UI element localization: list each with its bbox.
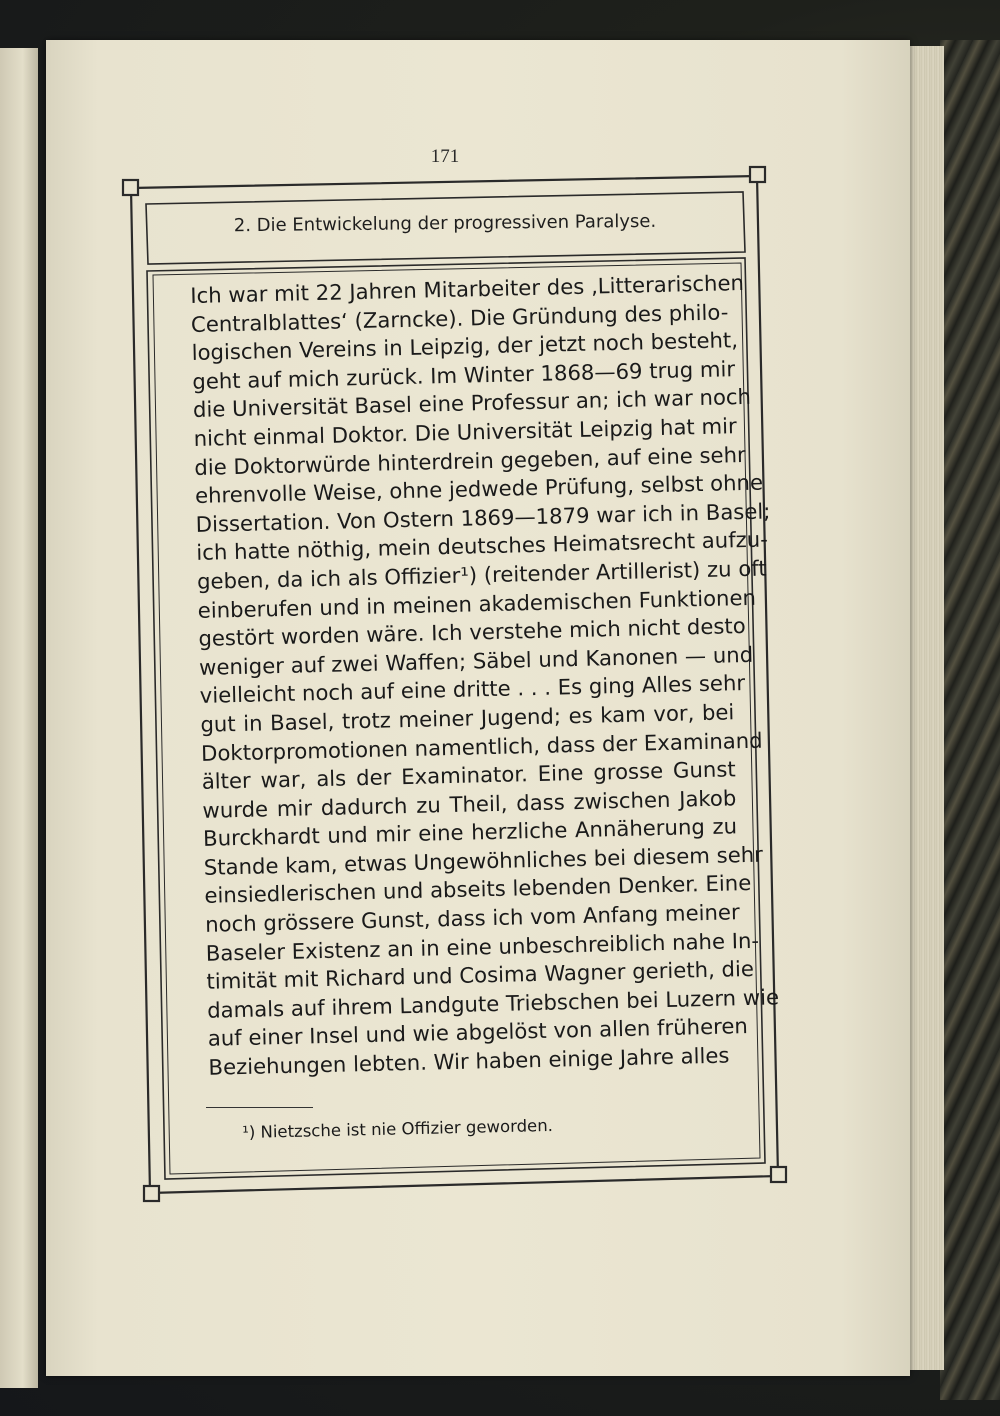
body-line: auf einer Insel und wie abgelöst von allen früheren — [207, 1013, 749, 1052]
body-line: weniger auf zwei Waffen; Säbel und Kanonen — und — [198, 641, 754, 680]
body-line: Doktorpromotionen namentlich, dass der Examinand — [200, 727, 763, 766]
body-line: Burckhardt und mir eine herzliche Annäherung zu — [202, 813, 738, 852]
footnote: ¹) Nietzsche ist nie Offizier geworden. — [242, 1115, 554, 1142]
body-line: einsiedlerischen und abseits lebenden Denker. Eine — [204, 870, 752, 909]
body-line: timität mit Richard und Cosima Wagner gerieth, die — [206, 956, 755, 995]
body-line: gestört worden wäre. Ich verstehe mich nicht desto — [198, 613, 746, 652]
body-line: Baseler Existenz an in eine unbeschreiblich nahe In- — [205, 927, 760, 966]
body-line: ehrenvolle Weise, ohne jedwede Prüfung, selbst ohne — [194, 469, 764, 509]
body-line: die Doktorwürde hinterdrein gegeben, auf eine sehr — [194, 441, 746, 480]
body-line: geben, da ich als Offizier¹) (reitender Artillerist) zu oft — [196, 555, 767, 594]
corner-square-bottom-right — [771, 1167, 786, 1182]
body-text — [190, 269, 780, 1082]
body-line: Dissertation. Von Ostern 1869—1879 war ich in Basel; — [195, 498, 771, 537]
body-line: einberufen und in meinen akademischen Funktionen — [197, 584, 757, 623]
body-line: die Universität Basel eine Professur an; ich war noch — [192, 384, 752, 423]
corner-square-top-right — [750, 167, 765, 182]
corner-square-bottom-left — [144, 1186, 159, 1201]
body-line: ich hatte nöthig, mein deutsches Heimatsrecht aufzu- — [196, 526, 769, 566]
body-line: Beziehungen lebten. Wir haben einige Jahre alles — [208, 1042, 730, 1080]
body-line: Ich war mit 22 Jahren Mitarbeiter des ‚Litterarischen — [190, 269, 745, 308]
corner-square-top-left — [123, 180, 138, 195]
body-line: damals auf ihrem Landgute Triebschen bei Luzern wie — [206, 984, 780, 1023]
page-number: 171 — [430, 146, 460, 167]
body-line: gut in Basel, trotz meiner Jugend; es kam vor, bei — [200, 699, 735, 737]
body-line: logischen Vereins in Leipzig, der jetzt noch besteht, — [191, 327, 739, 366]
body-line: geht auf mich zurück. Im Winter 1868—69 trug mir — [192, 355, 736, 394]
footnote-rule — [206, 1107, 313, 1108]
body-line: vielleicht noch auf eine dritte . . . Es ging Alles sehr — [199, 670, 746, 709]
body-line: älter war, als der Examinator. Eine grosse Gunst — [201, 756, 736, 794]
body-line: wurde mir dadurch zu Theil, dass zwischen Jakob — [202, 784, 737, 823]
body-line: Stande kam, etwas Ungewöhnliches bei diesem sehr — [203, 841, 764, 880]
chapter-heading: 2. Die Entwickelung der progressiven Paralyse. — [233, 210, 657, 237]
body-line: nicht einmal Doktor. Die Universität Leipzig hat mir — [193, 413, 737, 451]
body-line: Centralblattes‘ (Zarncke). Die Gründung des philo- — [190, 298, 729, 337]
body-line: noch grössere Gunst, dass ich vom Anfang meiner — [204, 899, 740, 937]
